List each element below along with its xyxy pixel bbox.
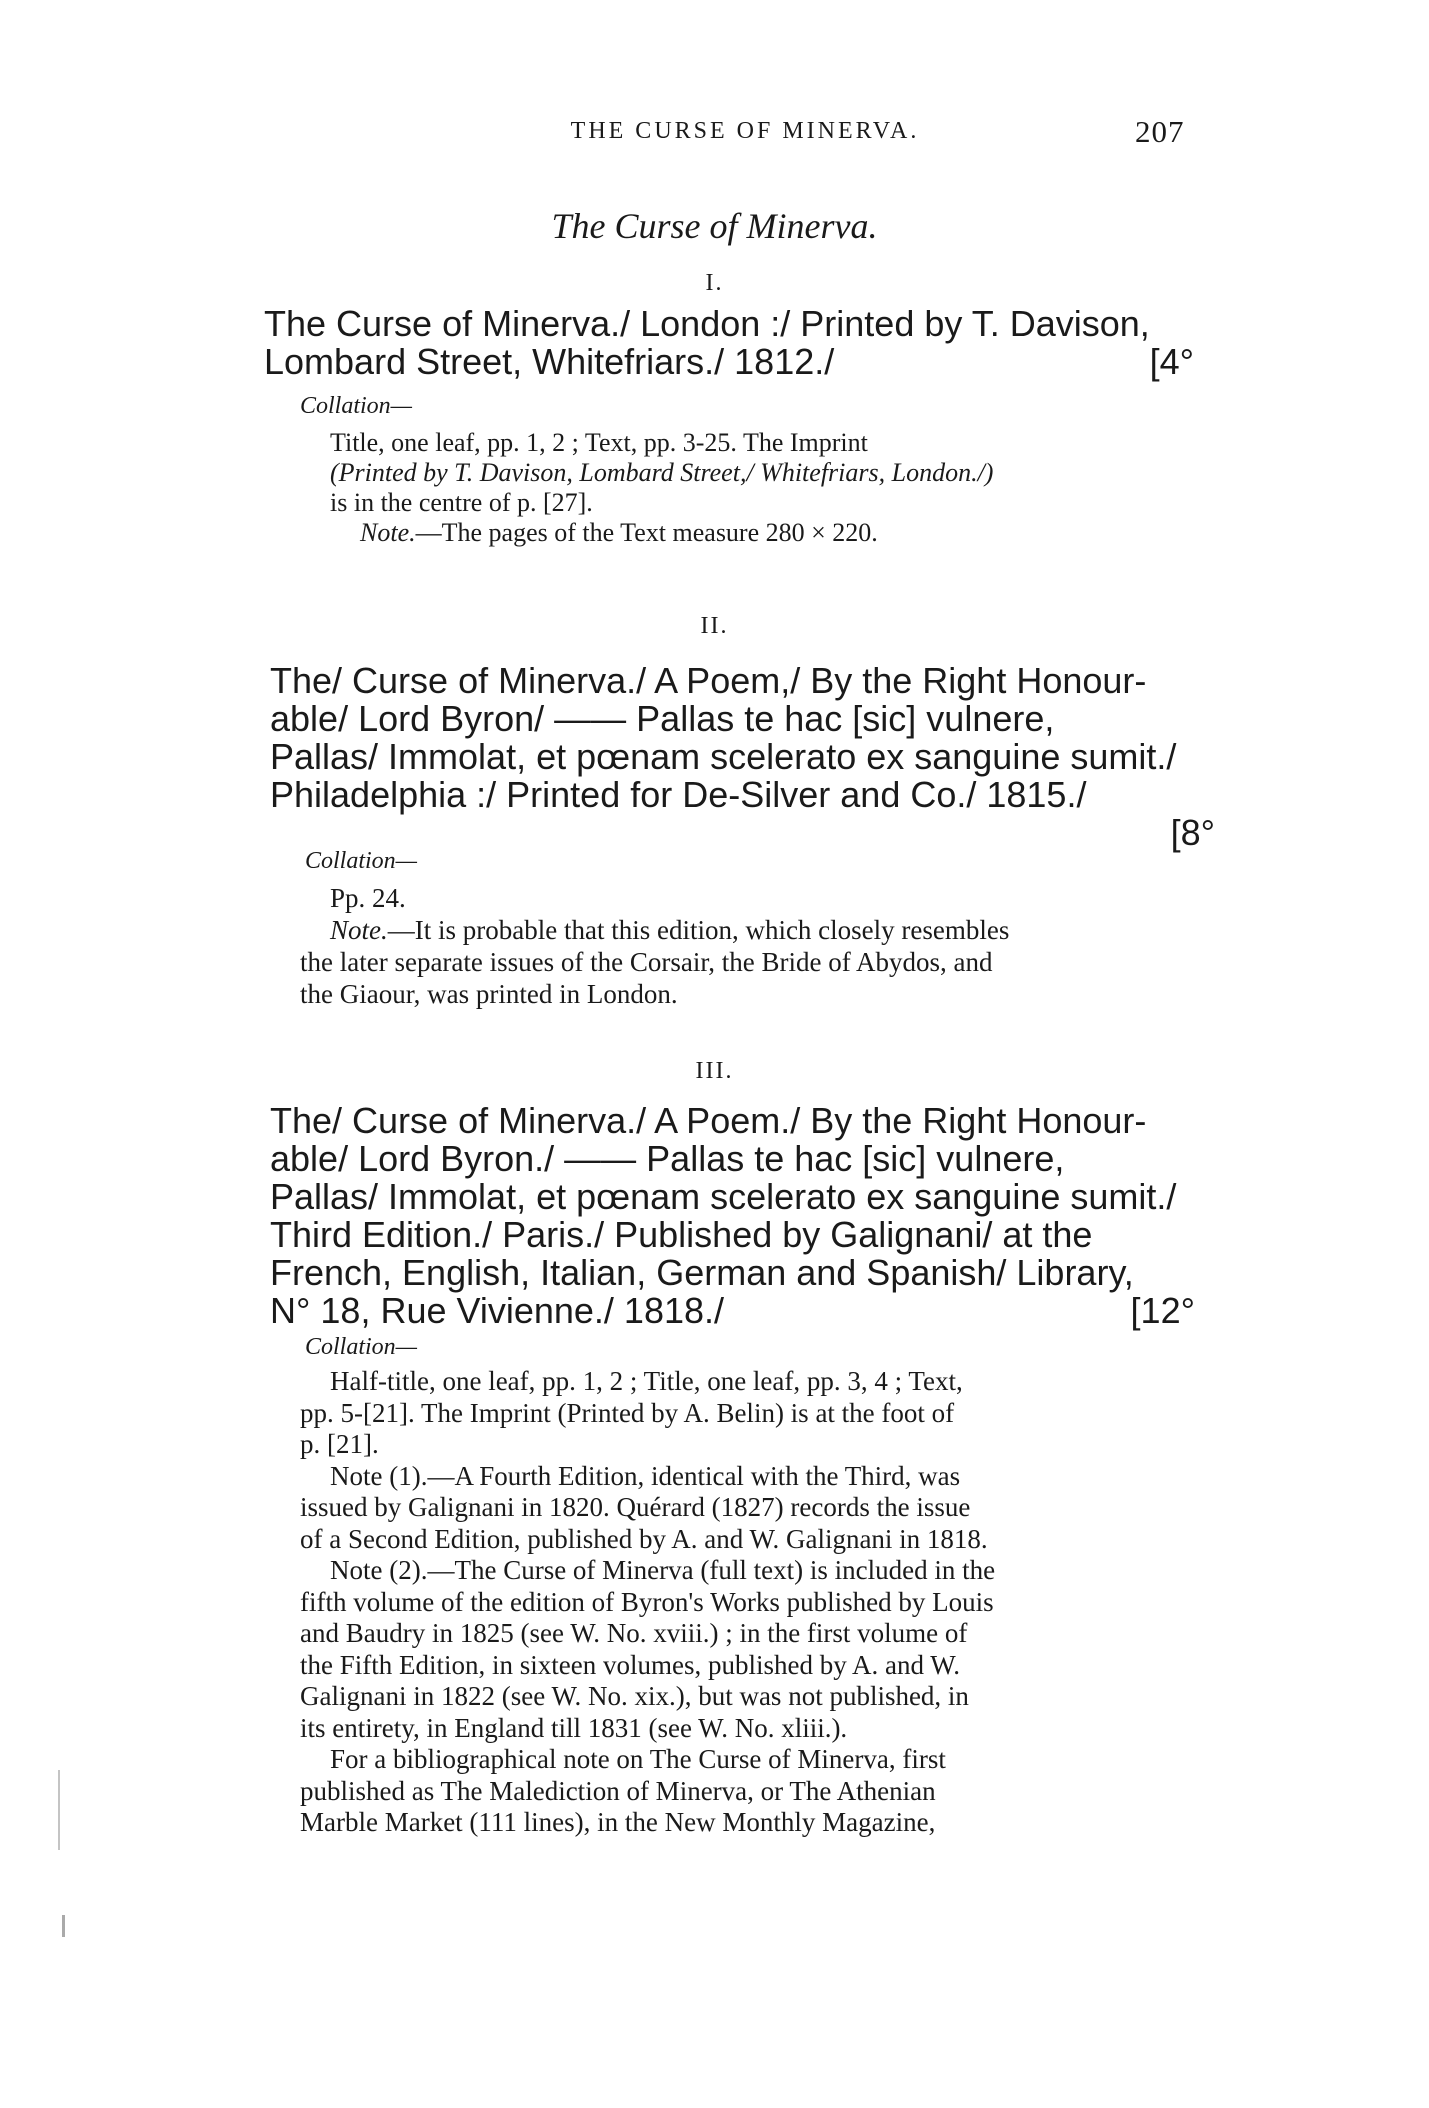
entry-title-2 xyxy=(270,662,1215,852)
collation-label-3: Collation— xyxy=(305,1334,418,1360)
format-mark: [8° xyxy=(1170,812,1215,853)
collation-body-3 xyxy=(300,1366,1212,1839)
body-line: Note (1).—A Fourth Edition, identical with the Third, was xyxy=(330,1460,961,1491)
body-line: For a bibliographical note on The Curse of Minerva, first xyxy=(330,1744,946,1774)
body-line: issued by Galignani in 1820. Quérard (1827) records the issue xyxy=(300,1492,971,1522)
format-mark: [12° xyxy=(1130,1290,1195,1331)
collation-body-2 xyxy=(300,882,1212,1010)
entry-title-line: French, English, Italian, German and Spanish/ Library, xyxy=(270,1252,1134,1293)
body-line: its entirety, in England till 1831 (see W. No. xliii.). xyxy=(300,1712,848,1743)
body-line: p. [21]. xyxy=(300,1429,379,1459)
entry-title-line: Third Edition./ Paris./ Published by Galignani/ at the xyxy=(270,1214,1093,1255)
entry-title-line: The/ Curse of Minerva./ A Poem./ By the Right Honour- xyxy=(270,1100,1147,1141)
body-line: the Fifth Edition, in sixteen volumes, published by A. and W. xyxy=(300,1649,960,1680)
body-line: Note (2).—The Curse of Minerva (full text) is included in the xyxy=(330,1555,996,1585)
entry-title-line: The/ Curse of Minerva./ A Poem,/ By the Right Honour- xyxy=(270,660,1147,701)
body-line: published as The Malediction of Minerva, or The Athenian xyxy=(300,1775,936,1806)
entry-title-3 xyxy=(270,1102,1215,1330)
collation-label-1: Collation— xyxy=(300,393,413,419)
entry-title-line: able/ Lord Byron/ —— Pallas te hac [sic] vulnere, xyxy=(270,698,1055,739)
imprint-tail: is in the centre of p. [27]. xyxy=(330,488,593,517)
note-label: Note. xyxy=(330,915,388,945)
entry-numeral-3: III. xyxy=(695,1058,734,1084)
note-text: —The pages of the Text measure 280 × 220. xyxy=(415,518,878,547)
body-line: pp. 5-[21]. The Imprint (Printed by A. Belin) is at the foot of xyxy=(300,1397,955,1428)
body-line: Half-title, one leaf, pp. 1, 2 ; Title, one leaf, pp. 3, 4 ; Text, xyxy=(330,1366,963,1396)
body-line: of a Second Edition, published by A. and W. Galignani in 1818. xyxy=(300,1523,988,1554)
collation-body-1 xyxy=(330,428,1200,548)
collation-label-2: Collation— xyxy=(305,848,418,874)
entry-title-line: Philadelphia :/ Printed for De-Silver and Co./ 1815./ xyxy=(270,774,1087,815)
note-line: —It is probable that this edition, which closely resembles xyxy=(387,915,1010,945)
note-line: the later separate issues of the Corsair, the Bride of Abydos, and xyxy=(300,947,993,977)
entry-title-1 xyxy=(264,305,1214,381)
section-title: The Curse of Minerva. xyxy=(551,206,878,246)
entry-title-line: able/ Lord Byron./ —— Pallas te hac [sic] vulnere, xyxy=(270,1138,1065,1179)
entry-numeral-2: II. xyxy=(700,613,729,639)
note-line: the Giaour, was printed in London. xyxy=(300,979,678,1009)
imprint-italic: (Printed by T. Davison, Lombard Street,/ Whitefriars, London./) xyxy=(330,458,994,487)
entry-title-line: N° 18, Rue Vivienne./ 1818./ xyxy=(270,1290,725,1331)
collation-text: Pp. 24. xyxy=(330,883,406,913)
body-line: and Baudry in 1825 (see W. No. xviii.) ; in the first volume of xyxy=(300,1618,968,1648)
running-head-title: THE CURSE OF MINERVA. xyxy=(570,118,920,144)
body-line: Galignani in 1822 (see W. No. xix.), but was not published, in xyxy=(300,1681,969,1711)
entry-title-line: Pallas/ Immolat, et pœnam scelerato ex sanguine sumit./ xyxy=(270,736,1177,777)
note-label: Note. xyxy=(360,518,416,547)
entry-title-line: The Curse of Minerva./ London :/ Printed by T. Davison, xyxy=(264,303,1150,344)
body-line: fifth volume of the edition of Byron's Works published by Louis xyxy=(300,1586,994,1617)
collation-text: Title, one leaf, pp. 1, 2 ; Text, pp. 3-25. The Imprint xyxy=(330,428,868,457)
entry-title-line: Lombard Street, Whitefriars./ 1812./ xyxy=(264,341,835,382)
scan-artifact xyxy=(62,1915,65,1937)
entry-numeral-1: I. xyxy=(705,270,724,296)
page-number: 207 xyxy=(1135,114,1185,149)
scan-artifact xyxy=(58,1770,60,1850)
body-line: Marble Market (111 lines), in the New Monthly Magazine, xyxy=(300,1807,936,1837)
entry-title-line: Pallas/ Immolat, et pœnam scelerato ex sanguine sumit./ xyxy=(270,1176,1177,1217)
format-mark: [4° xyxy=(1149,341,1194,382)
